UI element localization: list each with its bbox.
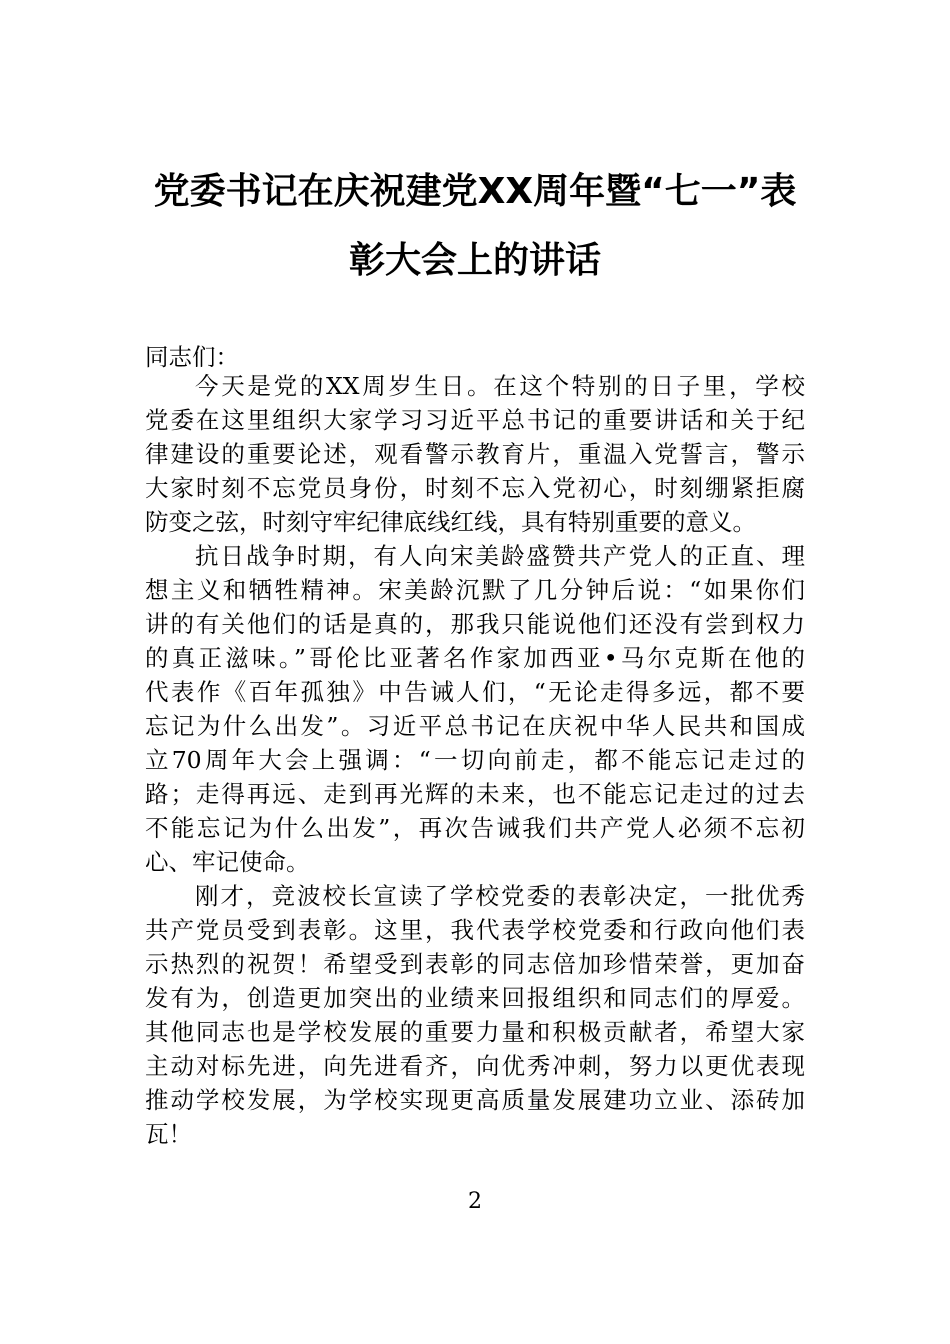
paragraph-2-line-6: 忘记为什么出发”。习近平总书记在庆祝中华人民共和国成 — [145, 712, 805, 740]
paragraph-2-line-8: 路；走得再远、走到再光辉的未来，也不能忘记走过的过去 — [145, 780, 805, 808]
paragraph-3-line-8: 瓦！ — [145, 1120, 192, 1148]
paragraph-3-line-3: 示热烈的祝贺！希望受到表彰的同志倍加珍惜荣誉，更加奋 — [145, 950, 805, 978]
paragraph-1-line-3: 律建设的重要论述，观看警示教育片，重温入党誓言，警示 — [145, 440, 805, 468]
paragraph-3-line-1: 刚才，竞波校长宣读了学校党委的表彰决定，一批优秀 — [195, 882, 805, 910]
paragraph-2-line-5: 代表作《百年孤独》中告诫人们，“无论走得多远，都不要 — [145, 678, 805, 706]
paragraph-2-line-4: 的真正滋味。”哥伦比亚著名作家加西亚•马尔克斯在他的 — [145, 644, 805, 672]
paragraph-2-line-9: 不能忘记为什么出发”，再次告诫我们共产党人必须不忘初 — [145, 814, 805, 842]
paragraph-2-line-1: 抗日战争时期，有人向宋美龄盛赞共产党人的正直、理 — [195, 542, 805, 570]
title-line-1: 党委书记在庆祝建党XX周年暨“七一”表 — [153, 171, 797, 212]
paragraph-3-line-5: 其他同志也是学校发展的重要力量和积极贡献者，希望大家 — [145, 1018, 805, 1046]
paragraph-3-line-2: 共产党员受到表彰。这里，我代表学校党委和行政向他们表 — [145, 916, 805, 944]
paragraph-1-line-1: 今天是党的XX周岁生日。在这个特别的日子里，学校 — [195, 372, 805, 400]
salutation: 同志们： — [145, 343, 239, 371]
page-number: 2 — [468, 1189, 482, 1214]
paragraph-3-line-7: 推动学校发展，为学校实现更高质量发展建功立业、添砖加 — [145, 1086, 805, 1114]
title-line-2: 彰大会上的讲话 — [348, 240, 601, 281]
paragraph-3-line-4: 发有为，创造更加突出的业绩来回报组织和同志们的厚爱。 — [145, 984, 805, 1012]
paragraph-1-line-4: 大家时刻不忘党员身份，时刻不忘入党初心，时刻绷紧拒腐 — [145, 474, 805, 502]
paragraph-1-line-5: 防变之弦，时刻守牢纪律底线红线，具有特别重要的意义。 — [145, 508, 756, 536]
paragraph-1-line-2: 党委在这里组织大家学习习近平总书记的重要讲话和关于纪 — [145, 406, 805, 434]
paragraph-3-line-6: 主动对标先进，向先进看齐，向优秀冲刺，努力以更优表现 — [145, 1052, 805, 1080]
paragraph-2-line-2: 想主义和牺牲精神。宋美龄沉默了几分钟后说：“如果你们 — [145, 576, 805, 604]
paragraph-2-line-3: 讲的有关他们的话是真的，那我只能说他们还没有尝到权力 — [145, 610, 805, 638]
paragraph-2-line-7: 立70周年大会上强调：“一切向前走，都不能忘记走过的 — [145, 746, 805, 774]
paragraph-2-line-10: 心、牢记使命。 — [145, 848, 310, 876]
